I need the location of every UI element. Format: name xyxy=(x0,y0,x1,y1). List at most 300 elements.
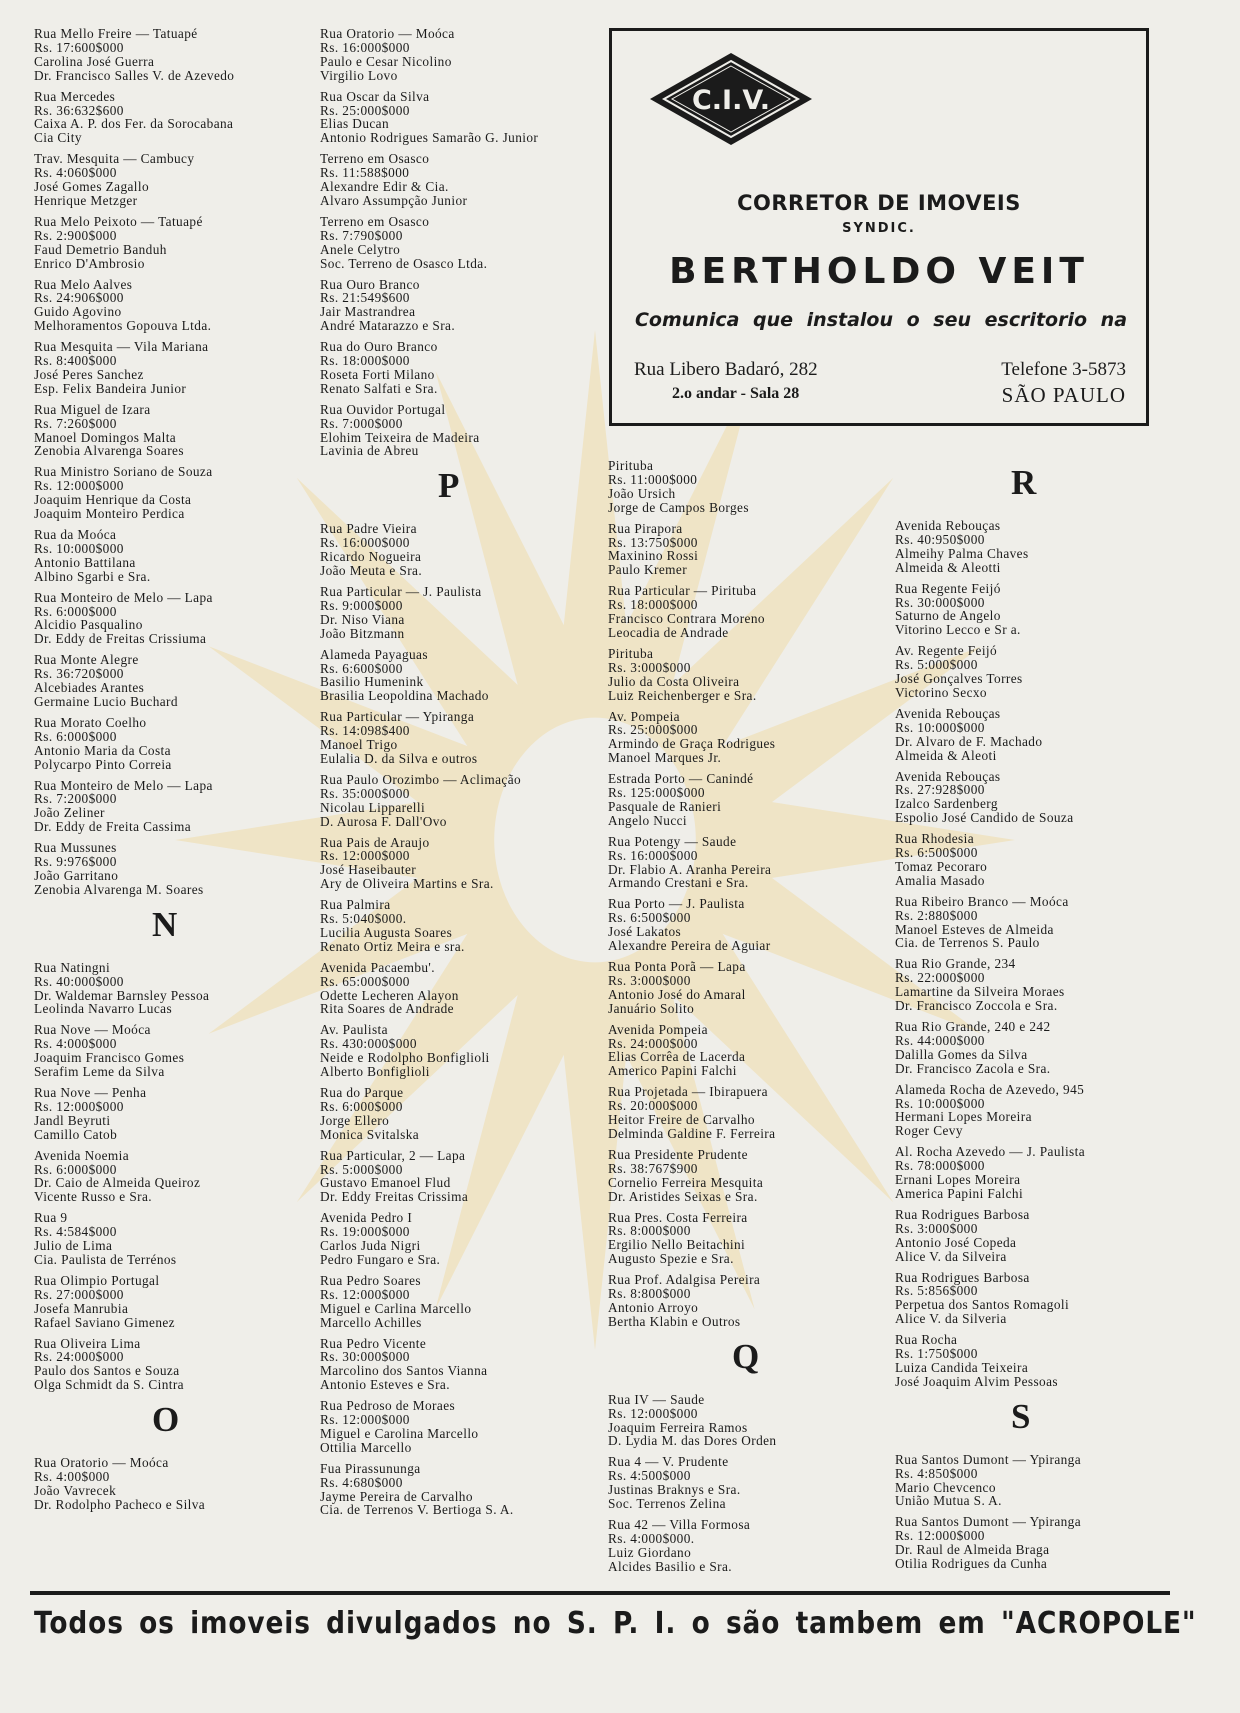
entry-price: Rs. 12:000$000 xyxy=(34,478,124,494)
entry-party: Alcides Basilio e Sra. xyxy=(608,1558,733,1574)
entry-address: Alameda Rocha de Azevedo, 945 xyxy=(895,1081,1085,1097)
property-entry xyxy=(34,716,316,772)
entry-price: Rs. 35:000$000 xyxy=(320,785,410,801)
entry-party: União Mutua S. A. xyxy=(895,1493,1002,1509)
property-entry xyxy=(34,1149,316,1205)
entry-party: Perpetua dos Santos Romagoli xyxy=(895,1297,1070,1313)
entry-party: João Bitzmann xyxy=(320,625,405,641)
entry-address: Rua Particular, 2 — Lapa xyxy=(320,1147,466,1163)
entry-price: Rs. 2:880$000 xyxy=(895,907,978,923)
entry-party: Joaquim Monteiro Perdica xyxy=(34,506,185,522)
entry-party: Paulo e Cesar Nicolino xyxy=(320,53,452,69)
property-entry xyxy=(895,1145,1177,1201)
property-entry xyxy=(34,1086,316,1142)
entry-party: Dr. Niso Viana xyxy=(320,611,405,627)
property-entry xyxy=(320,90,602,146)
property-entry xyxy=(895,1020,1177,1076)
entry-party: Espolio José Candido de Souza xyxy=(895,810,1074,826)
property-entry xyxy=(608,522,890,578)
property-entry xyxy=(895,1208,1177,1264)
entry-address: Rua Particular — Pirituba xyxy=(608,583,757,599)
entry-party: José Gomes Zagallo xyxy=(34,179,150,195)
entry-party: Jorge Ellero xyxy=(320,1112,390,1128)
entry-party: Manoel Domingos Malta xyxy=(34,429,177,445)
entry-price: Rs. 27:928$000 xyxy=(895,782,985,798)
entry-party: Lamartine da Silveira Moraes xyxy=(895,984,1065,1000)
property-entry xyxy=(34,779,316,835)
entry-party: Saturno de Angelo xyxy=(895,608,1001,624)
entry-address: Rua Natingni xyxy=(34,959,111,975)
entry-address: Rua Rhodesia xyxy=(895,831,975,847)
entry-address: Rua Ministro Soriano de Souza xyxy=(34,464,213,480)
entry-address: Rua Mesquita — Vila Mariana xyxy=(34,339,209,355)
entry-party: Dr. Aristides Seixas e Sra. xyxy=(608,1188,758,1204)
entry-price: Rs. 40:000$000 xyxy=(34,973,124,989)
entry-address: Rua Porto — J. Paulista xyxy=(608,896,745,912)
entry-price: Rs. 44:000$000 xyxy=(895,1032,985,1048)
entry-party: Dr. Eddy de Freita Cassima xyxy=(34,819,192,835)
entry-price: Rs. 12:000$000 xyxy=(320,1412,410,1428)
entry-party: Jorge de Campos Borges xyxy=(608,499,749,515)
entry-party: Lucilia Augusta Soares xyxy=(320,924,453,940)
entry-party: America Papini Falchi xyxy=(895,1185,1024,1201)
entry-price: Rs. 4:060$000 xyxy=(34,165,117,181)
section-letter: R xyxy=(1011,463,1037,502)
entry-party: Roseta Forti Milano xyxy=(320,366,435,382)
property-entry xyxy=(895,1083,1177,1139)
entry-address: Rua Paulo Orozimbo — Aclimação xyxy=(320,771,522,787)
entry-party: Julio da Costa Oliveira xyxy=(608,673,740,689)
entry-address: Rua Projetada — Ibirapuera xyxy=(608,1084,768,1100)
entry-party: Alberto Bonfiglioli xyxy=(320,1064,430,1080)
entry-address: Av. Regente Feijó xyxy=(895,643,998,659)
property-entry xyxy=(34,278,316,334)
entry-party: Augusto Spezie e Sra. xyxy=(608,1251,734,1267)
entry-party: Antonio Maria da Costa xyxy=(34,742,171,758)
entry-price: Rs. 4:000$000. xyxy=(608,1530,695,1546)
property-entry xyxy=(608,897,890,953)
property-entry xyxy=(320,1462,602,1518)
entry-party: Alice V. da Silveira xyxy=(895,1248,1007,1264)
property-entry xyxy=(320,773,602,829)
entry-price: Rs. 24:906$000 xyxy=(34,290,124,306)
entry-address: Terreno em Osasco xyxy=(320,151,430,167)
entry-price: Rs. 25:000$000 xyxy=(608,722,698,738)
entry-price: Rs. 8:000$000 xyxy=(608,1223,691,1239)
entry-address: Rua Melo Peixoto — Tatuapé xyxy=(34,213,203,229)
entry-party: D. Lydia M. das Dores Orden xyxy=(608,1433,777,1449)
entry-price: Rs. 4:584$000 xyxy=(34,1224,117,1240)
property-entry xyxy=(320,1086,602,1142)
property-entry xyxy=(608,1148,890,1204)
entry-party: Dr. Waldemar Barnsley Pessoa xyxy=(34,987,210,1003)
entry-address: Rua do Parque xyxy=(320,1085,404,1100)
entry-party: Pedro Fungaro e Sra. xyxy=(320,1251,441,1267)
footer-divider xyxy=(30,1591,1170,1595)
entry-price: Rs. 4:500$000 xyxy=(608,1468,691,1484)
entry-party: Armindo de Graça Rodrigues xyxy=(608,736,776,752)
entry-price: Rs. 4:680$000 xyxy=(320,1474,403,1490)
entry-price: Rs. 12:000$000 xyxy=(320,1286,410,1302)
property-entry xyxy=(895,1453,1177,1509)
entry-price: Rs. 6:000$000 xyxy=(34,603,117,619)
entry-party: Joaquim Henrique da Costa xyxy=(34,492,192,508)
entry-address: Rua Pedro Vicente xyxy=(320,1335,427,1351)
property-entry xyxy=(895,832,1177,888)
advertisement-box xyxy=(609,28,1149,426)
entry-party: Luiza Candida Teixeira xyxy=(895,1359,1029,1375)
entry-price: Rs. 24:000$000 xyxy=(608,1035,698,1051)
entry-address: Rua 42 — Villa Formosa xyxy=(608,1517,751,1532)
entry-address: Rua Palmira xyxy=(320,897,391,913)
property-entry xyxy=(608,772,890,828)
entry-price: Rs. 27:000$000 xyxy=(34,1286,124,1302)
entry-price: Rs. 36:632$600 xyxy=(34,102,124,118)
entry-party: Manoel Trigo xyxy=(320,737,398,753)
entry-party: Antonio Rodrigues Samarão G. Junior xyxy=(320,130,539,146)
entry-address: Rua Pedro Soares xyxy=(320,1272,421,1288)
civ-logo xyxy=(646,49,816,149)
entry-party: Dr. Francisco Salles V. de Azevedo xyxy=(34,67,235,83)
entry-party: Melhoramentos Gopouva Ltda. xyxy=(34,318,212,334)
entry-party: Almeihy Palma Chaves xyxy=(895,545,1029,561)
ad-subtitle: SYNDIC. xyxy=(842,221,916,236)
entry-price: Rs. 6:600$000 xyxy=(320,660,403,676)
entry-price: Rs. 18:000$000 xyxy=(608,597,698,613)
logo-text: C.I.V. xyxy=(691,85,771,116)
entry-address: Alameda Payaguas xyxy=(320,646,428,662)
entry-price: Rs. 30:000$000 xyxy=(895,594,985,610)
entry-address: Rua Rio Grande, 234 xyxy=(895,956,1016,972)
property-entry xyxy=(320,1211,602,1267)
entry-party: Soc. Terrenos Zelina xyxy=(608,1496,726,1512)
entry-party: Basilio Humenink xyxy=(320,674,424,690)
entry-party: Francisco Contrara Moreno xyxy=(608,611,765,627)
entry-price: Rs. 11:588$000 xyxy=(320,165,410,181)
entry-party: Luiz Giordano xyxy=(608,1544,692,1560)
entry-party: Dr. Eddy Freitas Crissima xyxy=(320,1189,469,1205)
entry-address: Rua Rocha xyxy=(895,1332,958,1348)
entry-address: Av. Pompeia xyxy=(608,708,680,724)
entry-party: Dr. Raul de Almeida Braga xyxy=(895,1542,1050,1558)
entry-party: Vitorino Lecco e Sr a. xyxy=(895,622,1021,638)
entry-address: Rua Particular — J. Paulista xyxy=(320,584,482,599)
property-entry xyxy=(34,1337,316,1393)
entry-address: Rua Ribeiro Branco — Moóca xyxy=(895,893,1069,909)
entry-address: Rua Pirapora xyxy=(608,520,683,536)
entry-party: João Vavrecek xyxy=(34,1482,117,1498)
entry-price: Rs. 7:200$000 xyxy=(34,791,117,807)
column-4 xyxy=(895,455,1177,1578)
entry-party: Lavinia de Abreu xyxy=(320,443,419,459)
property-entry xyxy=(608,1393,890,1449)
property-entry xyxy=(895,957,1177,1013)
entry-address: Rua 9 xyxy=(34,1210,68,1226)
entry-price: Rs. 18:000$000 xyxy=(320,353,410,369)
entry-party: Antonio Arroyo xyxy=(608,1299,699,1315)
entry-address: Avenida Noemia xyxy=(34,1147,130,1163)
entry-price: Rs. 9:976$000 xyxy=(34,854,117,870)
property-entry xyxy=(895,707,1177,763)
property-entry xyxy=(320,403,602,459)
entry-price: Rs. 6:500$000 xyxy=(895,845,978,861)
entry-party: João Garritano xyxy=(34,867,119,883)
property-entry xyxy=(320,710,602,766)
entry-price: Rs. 6:500$000 xyxy=(608,910,691,926)
entry-party: Alexandre Pereira de Aguiar xyxy=(608,938,771,954)
entry-address: Rua Monteiro de Melo — Lapa xyxy=(34,589,213,605)
entry-party: Dr. Eddy de Freitas Crissiuma xyxy=(34,631,207,647)
entry-address: Avenida Pedro I xyxy=(320,1210,413,1226)
entry-price: Rs. 7:000$000 xyxy=(320,415,403,431)
entry-address: Rua Olimpio Portugal xyxy=(34,1272,160,1288)
property-entry xyxy=(320,1274,602,1330)
entry-price: Rs. 17:600$000 xyxy=(34,39,124,55)
section-letter: P xyxy=(438,466,460,506)
entry-address: Rua Ponta Porã — Lapa xyxy=(608,959,746,974)
entry-party: Januário Solito xyxy=(608,1000,695,1016)
section-letter: N xyxy=(152,904,178,944)
entry-price: Rs. 20:000$000 xyxy=(608,1098,698,1114)
property-entry xyxy=(895,1271,1177,1327)
entry-party: Dr. Francisco Zoccola e Sra. xyxy=(895,998,1058,1014)
entry-price: Rs. 30:000$000 xyxy=(320,1349,410,1365)
entry-party: Elias Corrêa de Lacerda xyxy=(608,1049,746,1065)
entry-price: Rs. 16:000$000 xyxy=(320,535,410,551)
entry-party: Anele Celytro xyxy=(320,241,401,257)
entry-address: Rua Santos Dumont — Ypiranga xyxy=(895,1451,1082,1467)
civ-logo-diamond xyxy=(646,49,816,149)
entry-address: Rua Miguel de Izara xyxy=(34,401,151,417)
entry-price: Rs. 16:000$000 xyxy=(608,847,698,863)
property-entry xyxy=(34,528,316,584)
entry-party: Leolinda Navarro Lucas xyxy=(34,1001,173,1017)
entry-price: Rs. 4:850$000 xyxy=(895,1465,978,1481)
entry-address: Rua Oliveira Lima xyxy=(34,1335,141,1351)
entry-party: Manoel Esteves de Almeida xyxy=(895,921,1054,937)
entry-price: Rs. 3:000$000 xyxy=(608,972,691,988)
property-entry xyxy=(895,1333,1177,1389)
entry-party: Ary de Oliveira Martins e Sra. xyxy=(320,876,494,892)
property-entry xyxy=(34,403,316,459)
entry-party: Justinas Braknys e Sra. xyxy=(608,1482,741,1498)
section-letter: S xyxy=(1011,1396,1031,1436)
entry-party: Izalco Sardenberg xyxy=(895,796,998,812)
entry-address: Rua IV — Saude xyxy=(608,1391,705,1407)
entry-price: Rs. 5:000$000 xyxy=(895,657,978,673)
entry-address: Rua Rodrigues Barbosa xyxy=(895,1206,1030,1222)
property-entry xyxy=(320,27,602,83)
entry-price: Rs. 5:040$000. xyxy=(320,911,407,927)
entry-party: Almeida & Aleotti xyxy=(895,559,1001,575)
entry-address: Rua Melo Aalves xyxy=(34,276,133,292)
property-entry xyxy=(320,648,602,704)
entry-address: Rua Regente Feijó xyxy=(895,580,1001,596)
property-entry xyxy=(608,459,890,515)
entry-price: Rs. 12:000$000 xyxy=(34,1098,124,1114)
entry-party: João Ursich xyxy=(608,485,676,501)
entry-address: Rua Oratorio — Moóca xyxy=(320,26,455,41)
entry-party: José Haseibauter xyxy=(320,862,417,878)
entry-address: Rua Ouro Branco xyxy=(320,276,420,292)
entry-price: Rs. 8:800$000 xyxy=(608,1286,691,1302)
entry-party: Dalilla Gomes da Silva xyxy=(895,1046,1028,1062)
entry-party: Germaine Lucio Buchard xyxy=(34,693,178,709)
entry-party: Paulo dos Santos e Souza xyxy=(34,1363,180,1379)
entry-address: Rua Particular — Ypiranga xyxy=(320,709,475,725)
entry-price: Rs. 38:767$900 xyxy=(608,1160,698,1176)
entry-party: Cia. Paulista de Terrénos xyxy=(34,1251,177,1267)
entry-price: Rs. 12:000$000 xyxy=(320,848,410,864)
property-entry xyxy=(320,961,602,1017)
entry-address: Rua Mussunes xyxy=(34,840,117,856)
entry-address: Rua Potengy — Saude xyxy=(608,833,737,849)
ad-broker-name: BERTHOLDO VEIT xyxy=(669,251,1089,292)
entry-party: Victorino Secxo xyxy=(895,684,987,700)
entry-party: Antonio José Copeda xyxy=(895,1234,1017,1250)
entry-price: Rs. 40:950$000 xyxy=(895,531,985,547)
entry-price: Rs. 11:000$000 xyxy=(608,471,698,487)
entry-price: Rs. 1:750$000 xyxy=(895,1346,978,1362)
property-entry xyxy=(320,278,602,334)
entry-party: Antonio José do Amaral xyxy=(608,986,746,1002)
entry-party: Americo Papini Falchi xyxy=(608,1063,737,1079)
entry-party: Dr. Flabio A. Aranha Pereira xyxy=(608,861,772,877)
entry-party: Jair Mastrandrea xyxy=(320,304,416,320)
entry-address: Avenida Pacaembu'. xyxy=(320,959,435,975)
entry-price: Rs. 14:098$400 xyxy=(320,723,410,739)
entry-party: Marcello Achilles xyxy=(320,1314,422,1330)
property-entry xyxy=(895,770,1177,826)
property-entry xyxy=(895,895,1177,951)
entry-party: Angelo Nucci xyxy=(608,812,688,828)
property-entry xyxy=(320,585,602,641)
entry-party: Eulalia D. da Silva e outros xyxy=(320,750,478,766)
entry-price: Rs. 6:000$000 xyxy=(34,1161,117,1177)
entry-party: Bertha Klabin e Outros xyxy=(608,1313,741,1329)
property-entry xyxy=(34,465,316,521)
property-entry xyxy=(895,644,1177,700)
entry-price: Rs. 7:260$000 xyxy=(34,415,117,431)
property-entry xyxy=(320,1023,602,1079)
property-entry xyxy=(608,1085,890,1141)
property-entry xyxy=(320,1337,602,1393)
entry-party: José Peres Sanchez xyxy=(34,366,144,382)
entry-party: Julio de Lima xyxy=(34,1238,113,1254)
entry-party: Esp. Felix Bandeira Junior xyxy=(34,380,187,396)
entry-party: Jayme Pereira de Carvalho xyxy=(320,1488,473,1504)
entry-party: Dr. Rodolpho Pacheco e Silva xyxy=(34,1496,206,1512)
entry-party: Zenobia Alvarenga M. Soares xyxy=(34,881,204,897)
entry-address: Av. Paulista xyxy=(320,1022,388,1038)
entry-address: Rua Rio Grande, 240 e 242 xyxy=(895,1019,1051,1034)
property-entry xyxy=(608,1023,890,1079)
entry-party: Amalia Masado xyxy=(895,872,985,888)
property-entry xyxy=(608,710,890,766)
entry-party: Rita Soares de Andrade xyxy=(320,1001,454,1017)
entry-party: Elias Ducan xyxy=(320,116,390,132)
entry-party: Odette Lecheren Alayon xyxy=(320,987,459,1003)
section-letter: Q xyxy=(732,1336,760,1376)
property-entry xyxy=(895,519,1177,575)
entry-party: Albino Sgarbi e Sra. xyxy=(34,568,151,584)
entry-party: Leocadia de Andrade xyxy=(608,624,729,640)
property-entry xyxy=(34,215,316,271)
entry-party: Jandl Beyruti xyxy=(34,1112,111,1128)
entry-address: Rua Mello Freire — Tatuapé xyxy=(34,26,198,41)
entry-party: Heitor Freire de Carvalho xyxy=(608,1112,755,1128)
entry-party: Marcolino dos Santos Vianna xyxy=(320,1363,488,1379)
ad-phone: Telefone 3-5873 xyxy=(1001,359,1126,380)
entry-address: Rua Morato Coelho xyxy=(34,714,147,730)
property-entry xyxy=(34,653,316,709)
entry-party: Roger Cevy xyxy=(895,1123,963,1139)
property-entry xyxy=(34,1023,316,1079)
entry-address: Rua Prof. Adalgisa Pereira xyxy=(608,1272,761,1288)
property-entry xyxy=(895,1515,1177,1571)
entry-party: Soc. Terreno de Osasco Ltda. xyxy=(320,255,488,271)
entry-party: Dr. Caio de Almeida Queiroz xyxy=(34,1175,201,1191)
entry-address: Rua Pres. Costa Ferreira xyxy=(608,1209,748,1225)
entry-party: Ricardo Nogueira xyxy=(320,549,422,565)
entry-party: Polycarpo Pinto Correia xyxy=(34,756,172,772)
entry-party: Monica Svitalska xyxy=(320,1126,420,1142)
footer-text: Todos os imoveis divulgados no S. P. I. o são tambem em "ACROPOLE" xyxy=(34,1606,1197,1641)
entry-party: Otilia Rodrigues da Cunha xyxy=(895,1556,1048,1572)
entry-address: Avenida Rebouças xyxy=(895,768,1001,784)
entry-price: Rs. 9:000$000 xyxy=(320,597,403,613)
entry-address: Rua do Ouro Branco xyxy=(320,339,438,355)
entry-party: Delminda Galdine F. Ferreira xyxy=(608,1125,776,1141)
entry-party: Dr. Alvaro de F. Machado xyxy=(895,733,1043,749)
property-entry xyxy=(320,340,602,396)
entry-address: Avenida Rebouças xyxy=(895,518,1001,533)
property-entry xyxy=(320,1399,602,1455)
entry-address: Avenida Rebouças xyxy=(895,705,1001,721)
entry-party: Almeida & Aleoti xyxy=(895,747,997,763)
entry-party: Alcidio Pasqualino xyxy=(34,617,143,633)
entry-address: Rua da Moóca xyxy=(34,527,117,542)
column-3 xyxy=(608,459,890,1581)
property-entry xyxy=(34,340,316,396)
entry-party: Cornelio Ferreira Mesquita xyxy=(608,1174,764,1190)
ad-tagline: Comunica que instalou o seu escritorio na xyxy=(634,309,1128,331)
entry-party: Hermani Lopes Moreira xyxy=(895,1109,1032,1125)
entry-party: Serafim Leme da Silva xyxy=(34,1064,165,1080)
entry-party: Antonio Battilana xyxy=(34,554,136,570)
entry-party: Mario Chevcenco xyxy=(895,1479,996,1495)
entry-party: Gustavo Emanoel Flud xyxy=(320,1175,451,1191)
entry-price: Rs. 10:000$000 xyxy=(895,1095,985,1111)
entry-party: Josefa Manrubia xyxy=(34,1300,129,1316)
entry-address: Pirituba xyxy=(608,645,654,661)
entry-address: Terreno em Osasco xyxy=(320,213,430,229)
entry-price: Rs. 65:000$000 xyxy=(320,973,410,989)
ad-address-line1: Rua Libero Badaró, 282 xyxy=(634,359,818,380)
entry-price: Rs. 6:000$000 xyxy=(34,728,117,744)
entry-price: Rs. 5:000$000 xyxy=(320,1161,403,1177)
entry-party: Rafael Saviano Gimenez xyxy=(34,1314,175,1330)
entry-address: Rua Oscar da Silva xyxy=(320,88,430,104)
entry-price: Rs. 12:000$000 xyxy=(608,1405,698,1421)
entry-address: Rua Santos Dumont — Ypiranga xyxy=(895,1514,1082,1530)
entry-party: Manoel Marques Jr. xyxy=(608,750,722,766)
entry-party: Joaquim Francisco Gomes xyxy=(34,1050,185,1066)
entry-price: Rs. 5:856$000 xyxy=(895,1283,978,1299)
entry-address: Rua 4 — V. Prudente xyxy=(608,1454,729,1470)
entry-party: Zenobia Alvarenga Soares xyxy=(34,443,184,459)
entry-price: Rs. 21:549$600 xyxy=(320,290,410,306)
